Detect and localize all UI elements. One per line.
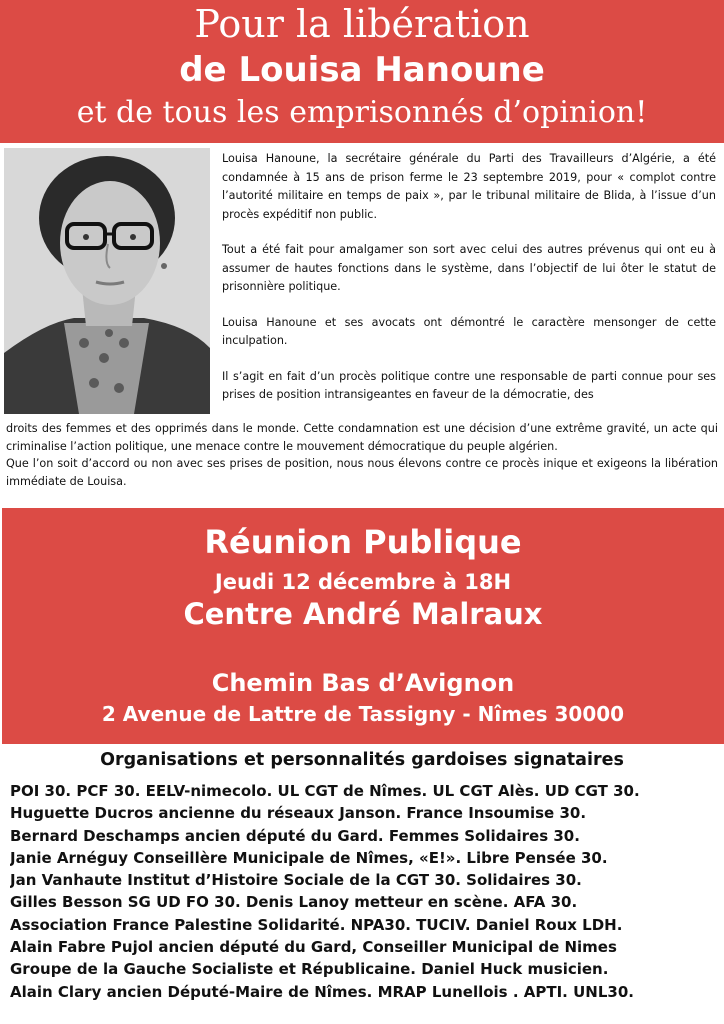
- intro-paragraph-1: Louisa Hanoune, la secrétaire générale du Parti des Travailleurs d’Algérie, a été condamnée à 15 ans de prison ferme le 23 septembre 2019, pour « complot contre l’autorité militaire en temps de paix », par le tribunal militaire de Blida, à l’issue d’un procès expéditif non public.: [222, 152, 716, 221]
- meeting-banner: [2, 508, 724, 744]
- signatory-line: Groupe de la Gauche Socialiste et Républicaine. Daniel Huck musicien.: [10, 960, 609, 979]
- signatory-line: Bernard Deschamps ancien député du Gard. Femmes Solidaires 30.: [10, 826, 580, 845]
- signatory-line: Janie Arnéguy Conseillère Municipale de Nîmes, «E!». Libre Pensée 30.: [10, 848, 608, 867]
- signatory-line: POI 30. PCF 30. EELV-nimecolo. UL CGT de Nîmes. UL CGT Alès. UD CGT 30.: [10, 782, 640, 800]
- header-line-3: et de tous les emprisonnés d’opinion!: [76, 95, 648, 130]
- signatory-line: Huguette Ducros ancienne du réseaux Janson. France Insoumise 30.: [10, 804, 587, 823]
- meeting-title: Réunion Publique: [204, 523, 522, 561]
- intro-paragraph-4: Il s’agit en fait d’un procès politique contre une responsable de parti connue pour ses prises de position intransigeantes en faveur de la démocratie, des: [222, 369, 716, 401]
- meeting-venue: Centre André Malraux: [183, 597, 543, 631]
- header-line-2: de Louisa Hanoune: [179, 50, 545, 90]
- signatory-line: Gilles Besson SG UD FO 30. Denis Lanoy metteur en scène. AFA 30.: [10, 893, 578, 912]
- continuation-paragraph-1: droits des femmes et des opprimés dans le monde. Cette condamnation est une décision d’une extrême gravité, un acte qui criminalise l’action politique, une menace contre le mouvement démocratique du peuple algérien.: [6, 422, 718, 453]
- meeting-address: 2 Avenue de Lattre de Tassigny - Nîmes 30000: [101, 702, 625, 726]
- signatory-line: Jan Vanhaute Institut d’Histoire Sociale de la CGT 30. Solidaires 30.: [10, 871, 582, 890]
- signatory-line: Alain Fabre Pujol ancien député du Gard, Conseiller Municipal de Nimes: [10, 938, 617, 957]
- intro-paragraph-2: Tout a été fait pour amalgamer son sort avec celui des autres prévenus qui ont eu à assumer de hautes fonctions dans le système, dans l’objectif de lui ôter le statut de prisonnière politique.: [222, 243, 716, 293]
- meeting-date: Jeudi 12 décembre à 18H: [214, 570, 512, 594]
- signatories-heading: Organisations et personnalités gardoises signataires: [100, 750, 624, 770]
- signatory-line: Alain Clary ancien Député-Maire de Nîmes. MRAP Lunellois . APTI. UNL30.: [10, 982, 634, 1001]
- intro-continuation: [6, 420, 718, 490]
- intro-paragraph-3: Louisa Hanoune et ses avocats ont démontré le caractère mensonger de cette inculpation.: [222, 315, 716, 347]
- signatory-line: Association France Palestine Solidarité. NPA30. TUCIV. Daniel Roux LDH.: [10, 915, 623, 934]
- signatories-list: [10, 780, 716, 1003]
- header-banner: [0, 0, 724, 143]
- intro-text: [222, 150, 716, 422]
- portrait-illustration: [4, 148, 210, 414]
- header-line-1: Pour la libération: [194, 2, 530, 46]
- meeting-street: Chemin Bas d’Avignon: [211, 669, 515, 697]
- continuation-paragraph-2: Que l’on soit d’accord ou non avec ses prises de position, nous nous élevons contre ce procès inique et exigeons la libération immédiate de Louisa.: [6, 457, 718, 488]
- portrait-photo: [4, 148, 210, 414]
